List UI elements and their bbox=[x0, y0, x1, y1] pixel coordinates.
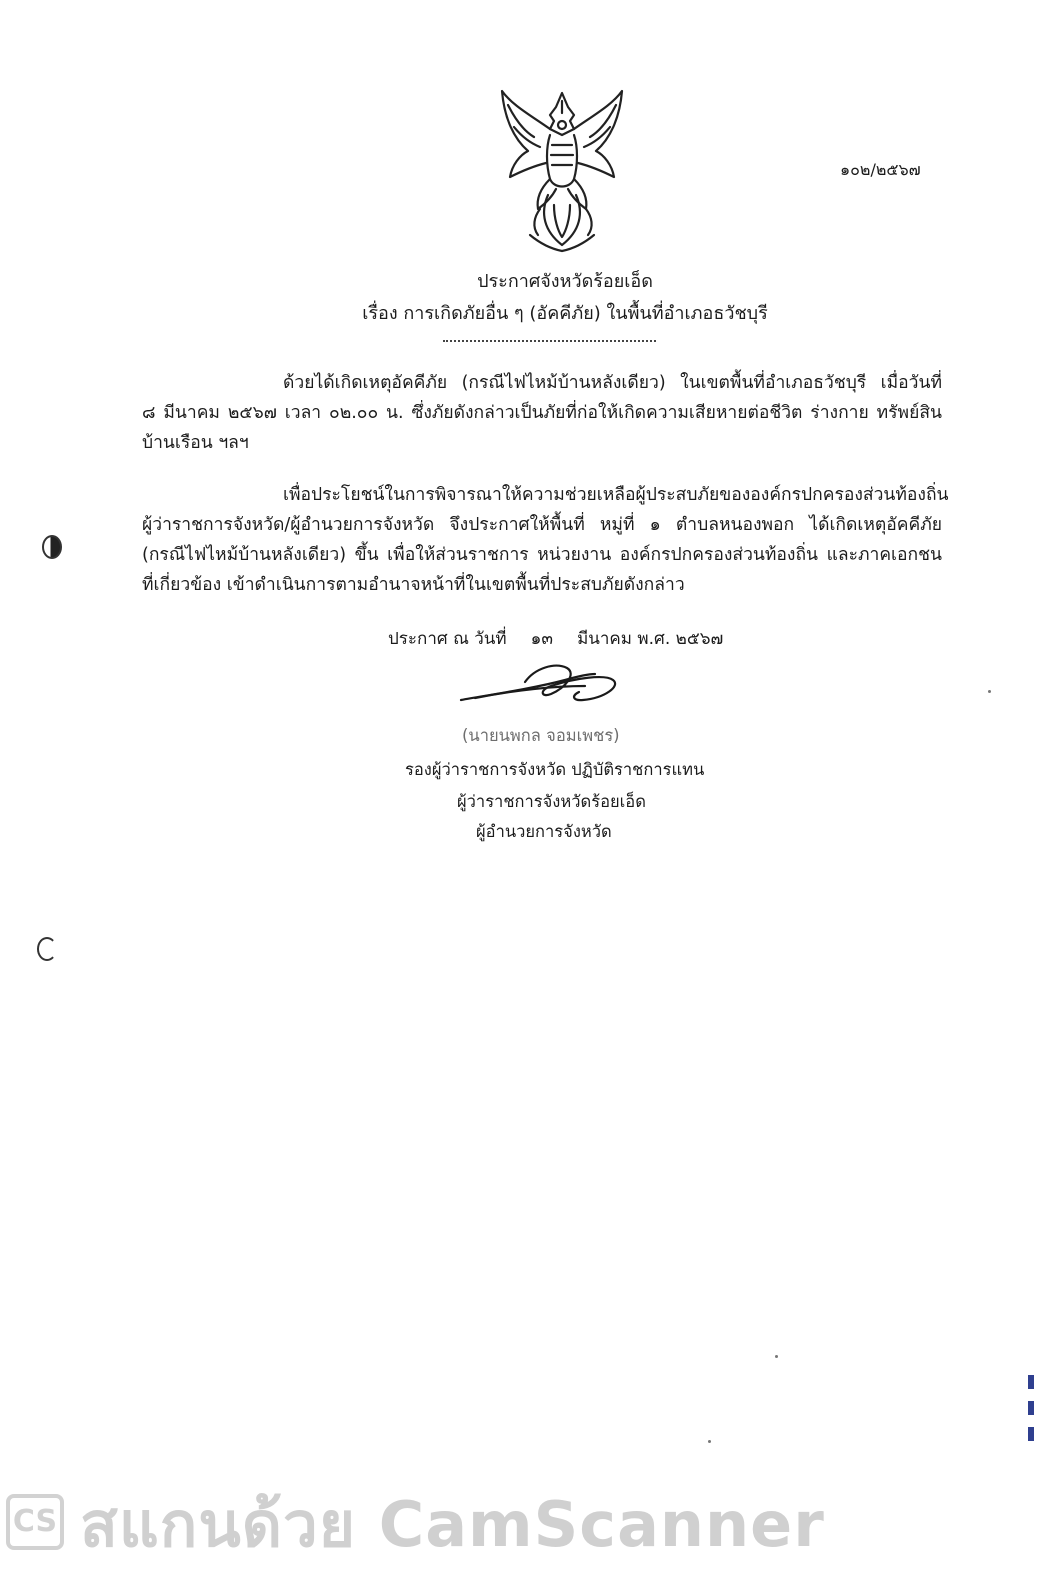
signer-position: ผู้ว่าราชการจังหวัดร้อยเอ็ด bbox=[457, 792, 646, 811]
paragraph-2-line: (กรณีไฟไหม้บ้านหลังเดียว) ขึ้น เพื่อให้ส่วนราชการ หน่วยงาน องค์กรปกครองส่วนท้องถิ่น และภาคเอกชน bbox=[142, 545, 942, 565]
camscanner-watermark: สแกนด้วย CamScanner bbox=[80, 1488, 825, 1561]
paragraph-1 bbox=[142, 368, 942, 458]
paragraph-1-line: บ้านเรือน ฯลฯ bbox=[142, 433, 249, 453]
announcement-subject: เรื่อง การเกิดภัยอื่น ๆ (อัคคีภัย) ในพื้นที่อำเภอธวัชบุรี bbox=[362, 303, 768, 324]
punch-hole bbox=[37, 937, 57, 961]
signer-name: (นายนพกล จอมเพชร) bbox=[462, 726, 620, 745]
paragraph-2-line: ที่เกี่ยวข้อง เข้าดำเนินการตามอำนาจหน้าที่ในเขตพื้นที่ประสบภัยดังกล่าว bbox=[142, 575, 685, 595]
scan-speck bbox=[988, 690, 991, 693]
document-number: ๑๐๒/๒๕๖๗ bbox=[840, 160, 921, 179]
announcement-title: ประกาศจังหวัดร้อยเอ็ด bbox=[477, 271, 653, 292]
scan-speck bbox=[775, 1355, 778, 1358]
paragraph-1-line: ด้วยได้เกิดเหตุอัคคีภัย (กรณีไฟไหม้บ้านหลังเดียว) ในเขตพื้นที่อำเภอธวัชบุรี เมื่อวันที่ bbox=[283, 373, 942, 393]
garuda-emblem-icon bbox=[490, 85, 635, 255]
signer-position: รองผู้ว่าราชการจังหวัด ปฏิบัติราชการแทน bbox=[405, 760, 705, 779]
camscanner-logo-icon: CS bbox=[6, 1494, 64, 1550]
dotted-divider bbox=[443, 340, 656, 342]
paragraph-1-line: ๘ มีนาคม ๒๕๖๗ เวลา ๐๒.๐๐ น. ซึ่งภัยดังกล่าวเป็นภัยที่ก่อให้เกิดความเสียหายต่อชีวิต ร่างกาย ทรัพย์สิน bbox=[142, 403, 942, 423]
paragraph-2 bbox=[142, 480, 949, 600]
date-month-year: มีนาคม พ.ศ. ๒๕๖๗ bbox=[577, 629, 724, 649]
edge-mark bbox=[1028, 1375, 1036, 1475]
date-prefix: ประกาศ ณ วันที่ bbox=[388, 629, 507, 649]
date-day: ๑๓ bbox=[530, 629, 554, 649]
punch-hole bbox=[42, 535, 62, 559]
announcement-date bbox=[388, 625, 723, 652]
scan-speck bbox=[708, 1440, 711, 1443]
paragraph-2-line: เพื่อประโยชน์ในการพิจารณาให้ความช่วยเหลือผู้ประสบภัยขององค์กรปกครองส่วนท้องถิ่น bbox=[283, 485, 949, 505]
paragraph-2-line: ผู้ว่าราชการจังหวัด/ผู้อำนวยการจังหวัด จึงประกาศให้พื้นที่ หมู่ที่ ๑ ตำบลหนองพอก ได้เกิดเหตุอัคคีภัย bbox=[142, 515, 942, 535]
signature-mark bbox=[455, 660, 635, 710]
signer-position: ผู้อำนวยการจังหวัด bbox=[476, 822, 612, 841]
